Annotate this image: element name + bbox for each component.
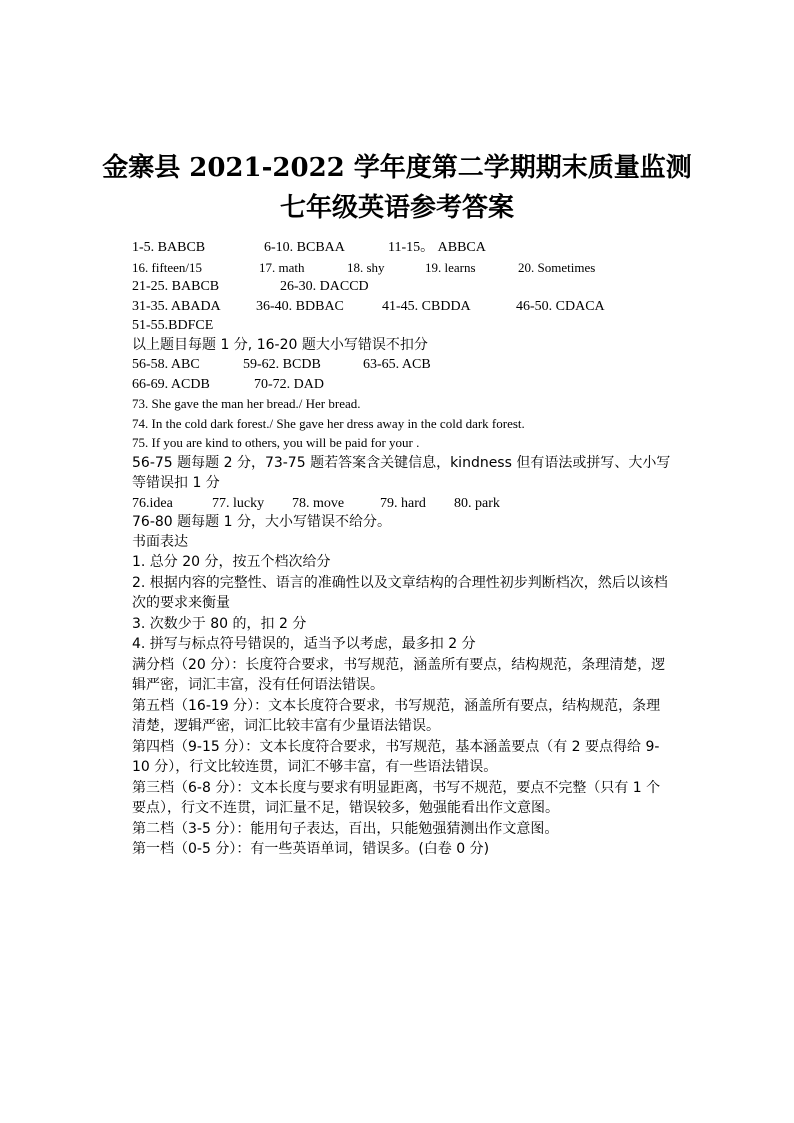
answer-row-8 [132,494,672,514]
answer-75: 75. If you are kind to others, you will be paid for your . [132,435,420,450]
answer-6-10: 6-10. BCBAA [264,240,345,255]
answer-21-25: 21-25. BABCB [132,279,220,294]
writing-level: 第一档（0-5 分）：有一些英语单词，错误多。(白卷 0 分) [132,841,490,857]
writing-level: 第四档（9-15 分）：文本长度符合要求，书写规范，基本涵盖要点（有 2 要点得给 9-10 分），行文比较连贯，词汇不够丰富，有一些语法错误。 [132,738,660,775]
writing-heading: 书面表达 [132,533,188,550]
scoring-note-3: 76-80 题每题 1 分，大小写错误不给分。 [132,514,391,530]
writing-rule: 4. 拼写与标点符号错误的，适当予以考虑，最多扣 2 分 [132,636,476,652]
answer-row-1 [132,238,672,258]
answer-11-15: 11-15。 ABBCA [388,240,486,255]
answer-76: 76.idea [132,495,173,511]
answer-79: 79. hard [380,495,426,511]
writing-level: 满分档（20 分）：长度符合要求，书写规范，涵盖所有要点，结构规范，条理清楚，逻辑严密，词汇丰富，没有任何语法错误。 [132,656,666,693]
answer-17: 17. math [259,259,305,275]
answer-59-62: 59-62. BCDB [243,357,321,372]
answer-26-30: 26-30. DACCD [280,279,369,294]
answer-77: 77. lucky [212,495,265,511]
answer-row-3 [132,277,672,297]
answer-66-69: 66-69. ACDB [132,376,210,392]
scoring-note-2: 56-75 题每题 2 分，73-75 题若答案含关键信息，kindness 但有语法或拼写、大小写等错误扣 1 分 [132,454,671,491]
answer-36-40: 36-40. BDBAC [256,298,344,314]
answer-63-65: 63-65. ACB [363,357,431,372]
answer-row-4 [132,297,672,317]
answer-73: 73. She gave the man her bread./ Her bread. [132,396,361,411]
answer-74: 74. In the cold dark forest./ She gave her dress away in the cold dark forest. [132,415,525,431]
writing-rule: 2. 根据内容的完整性、语言的准确性以及文章结构的合理性初步判断档次，然后以该档次的要求来衡量 [132,574,668,611]
writing-rule: 1. 总分 20 分，按五个档次给分 [132,554,331,570]
answer-31-35: 31-35. ABADA [132,298,221,314]
writing-level: 第三档（6-8 分）：文本长度与要求有明显距离，书写不规范，要点不完整（只有 1 个要点），行文不连贯，词汇量不足，错误较多，勉强能看出作文意图。 [132,779,661,816]
answer-70-72: 70-72. DAD [254,376,324,392]
answer-row-2 [132,258,672,278]
writing-rule: 3. 次数少于 80 的，扣 2 分 [132,615,307,632]
answer-56-58: 56-58. ABC [132,357,200,372]
answer-19: 19. learns [425,259,476,275]
scoring-note-1: 以上题目每题 1 分, 16-20 题大小写错误不扣分 [132,336,428,353]
answer-80: 80. park [454,495,500,511]
writing-level: 第五档（16-19 分）：文本长度符合要求，书写规范，涵盖所有要点，结构规范，条理清楚，逻辑严密，词汇比较丰富有少量语法错误。 [132,697,661,734]
answer-41-45: 41-45. CBDDA [382,298,471,314]
answer-row-6 [132,355,672,375]
answer-51-55: 51-55.BDFCE [132,318,214,333]
answer-78: 78. move [292,495,345,511]
answer-18: 18. shy [347,259,385,275]
answer-row-7 [132,375,672,395]
answer-16: 16. fifteen/15 [132,259,203,275]
answer-1-5: 1-5. BABCB [132,240,206,255]
answer-46-50: 46-50. CDACA [516,298,605,314]
answer-20: 20. Sometimes [518,259,596,275]
document-subtitle: 七年级英语参考答案 [279,193,514,223]
writing-level: 第二档（3-5 分）：能用句子表达，百出，只能勉强猜测出作文意图。 [132,820,559,837]
answer-key [132,238,672,860]
document-title: 金寨县 2021-2022 学年度第二学期期末质量监测 [102,153,692,183]
